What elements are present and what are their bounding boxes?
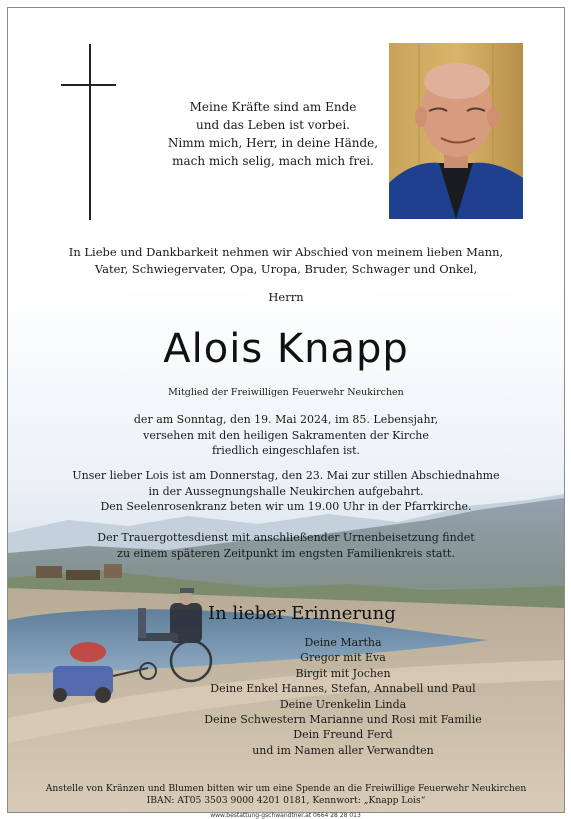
- donation-line: IBAN: AT05 3503 9000 4201 0181, Kennwort: „Knapp Lois“: [146, 795, 426, 806]
- death-notice: [8, 412, 564, 459]
- death-notice-line: der am Sonntag, den 19. Mai 2024, im 85. Lebensjahr,: [133, 413, 439, 426]
- mourner: Deine Martha: [304, 636, 382, 649]
- remembrance-heading: In lieber Erinnerung: [208, 603, 396, 624]
- funeral-line: zu einem späteren Zeitpunkt im engsten Familienkreis statt.: [117, 546, 455, 560]
- death-notice-line: friedlich eingeschlafen ist.: [211, 444, 361, 457]
- mourner: Deine Enkel Hannes, Stefan, Annabell und Paul: [210, 682, 476, 696]
- publisher-line: www.bestattung-gschwandtner.at 0664 28 28 013: [210, 812, 361, 819]
- mourners-list: [193, 635, 493, 758]
- funeral-line: Der Trauergottesdienst mit anschließender Urnenbeisetzung findet: [97, 531, 475, 544]
- membership: Mitglied der Freiwilligen Feuerwehr Neukirchen: [168, 387, 404, 398]
- portrait-photo: [389, 43, 523, 219]
- intro-line: In Liebe und Dankbarkeit nehmen wir Abschied von meinem lieben Mann,: [68, 245, 504, 259]
- deceased-name: Alois Knapp: [163, 326, 409, 372]
- verse-line: und das Leben ist vorbei.: [196, 118, 350, 132]
- mourner: Deine Urenkelin Linda: [279, 697, 407, 711]
- mourner: Deine Schwestern Marianne und Rosi mit Familie: [204, 712, 482, 726]
- farewell-line: Den Seelenrosenkranz beten wir um 19.00 Uhr in der Pfarrkirche.: [100, 500, 472, 513]
- verse-line: Meine Kräfte sind am Ende: [189, 100, 357, 114]
- verse-line: Nimm mich, Herr, in deine Hände,: [167, 136, 379, 150]
- farewell-info: [8, 468, 564, 515]
- mourner: Dein Freund Ferd: [293, 728, 393, 742]
- farewell-line: Unser lieber Lois ist am Donnerstag, den 23. Mai zur stillen Abschiednahme: [72, 469, 500, 482]
- funeral-info: [8, 530, 564, 561]
- donation-line: Anstelle von Kränzen und Blumen bitten wir um eine Spende an die Freiwillige Feuerwehr Neukirchen: [45, 783, 527, 794]
- mourner: Gregor mit Eva: [300, 651, 386, 665]
- intro-text: [8, 244, 564, 278]
- verse-line: mach mich selig, mach mich frei.: [172, 154, 374, 168]
- mourner: Birgit mit Jochen: [295, 666, 391, 680]
- farewell-line: in der Aussegnungshalle Neukirchen aufgebahrt.: [148, 484, 424, 498]
- intro-line: Vater, Schwiegervater, Opa, Uropa, Bruder, Schwager und Onkel,: [94, 262, 478, 276]
- death-notice-line: versehen mit den heiligen Sakramenten der Kirche: [143, 428, 429, 442]
- obituary-card: [7, 7, 565, 813]
- salutation: Herrn: [268, 290, 304, 304]
- donation-note: [8, 783, 564, 807]
- mourner: und im Namen aller Verwandten: [252, 743, 434, 757]
